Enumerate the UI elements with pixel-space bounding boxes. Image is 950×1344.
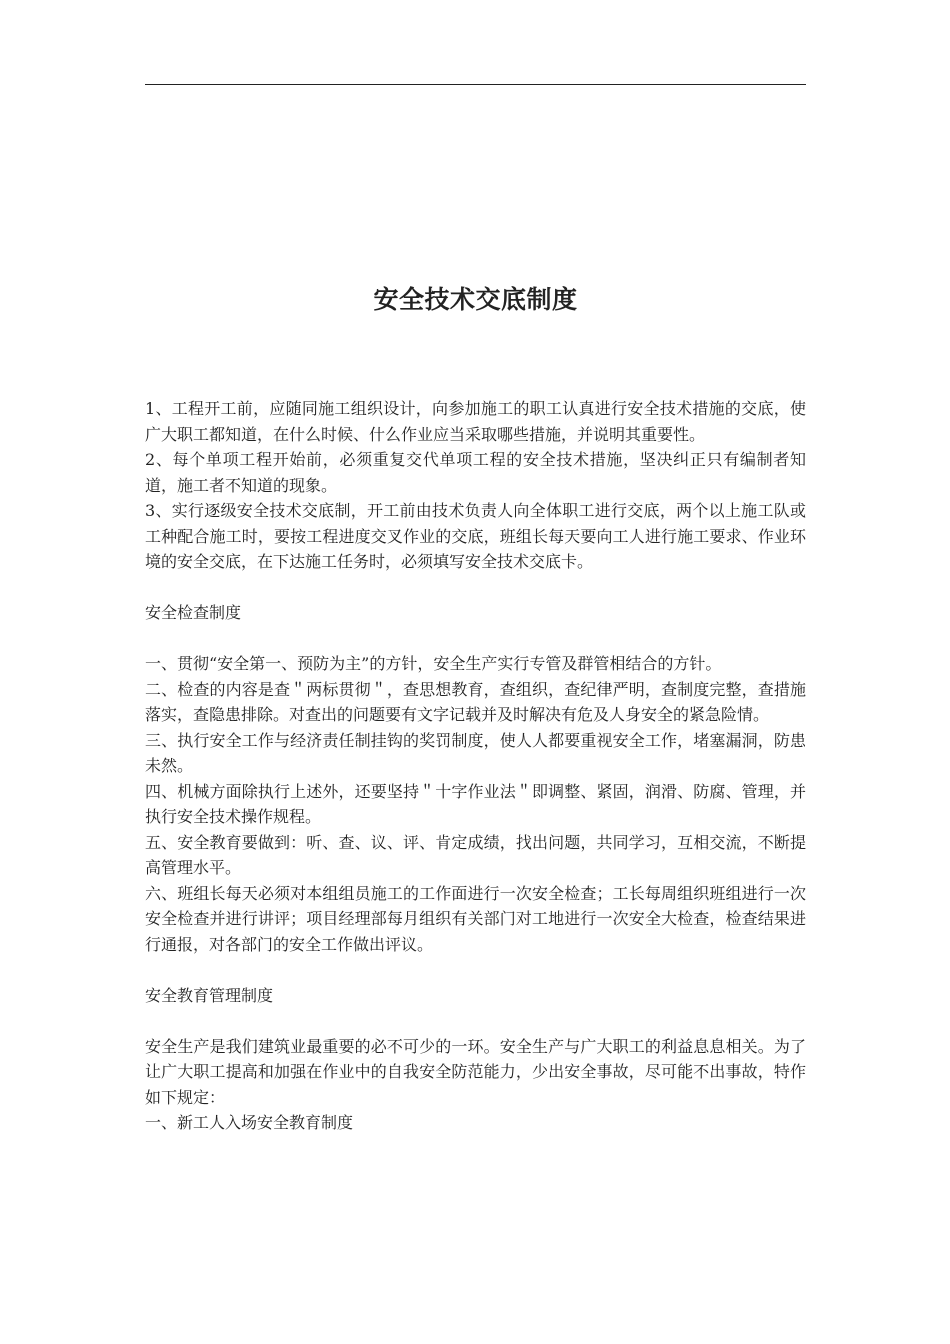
paragraph: 安全生产是我们建筑业最重要的必不可少的一环。安全生产与广大职工的利益息息相关。为了让广大职工提高和加强在作业中的自我安全防范能力，少出安全事故，尽可能不出事故，特作如下规定： [145, 1036, 806, 1107]
paragraph: 四、机械方面除执行上述外，还要坚持＂十字作业法＂即调整、紧固，润滑、防腐、管理，并执行安全技术操作规程。 [145, 781, 806, 826]
spacer [145, 575, 806, 601]
paragraph: 3、实行逐级安全技术交底制，开工前由技术负责人向全体职工进行交底，两个以上施工队或工种配合施工时，要按工程进度交叉作业的交底，班组长每天要向工人进行施工要求、作业环境的安全交底，在下达施工任务时，必须填写安全技术交底卡。 [145, 501, 806, 571]
spacer [145, 957, 806, 983]
paragraph: 三、执行安全工作与经济责任制挂钩的奖罚制度，使人人都要重视安全工作，堵塞漏洞，防患未然。 [145, 730, 806, 775]
document-body [145, 396, 806, 1136]
section-heading: 安全教育管理制度 [145, 985, 274, 1005]
paragraph: 五、安全教育要做到：听、查、议、评、肯定成绩，找出问题，共同学习，互相交流，不断提高管理水平。 [145, 832, 806, 877]
document-title: 安全技术交底制度 [373, 285, 578, 314]
paragraph: 六、班组长每天必须对本组组员施工的工作面进行一次安全检查；工长每周组织班组进行一次安全检查并进行讲评；项目经理部每月组织有关部门对工地进行一次安全大检查，检查结果进行通报，对各部门的安全工作做出评议。 [145, 883, 806, 954]
spacer [145, 1008, 806, 1034]
header-rule [145, 84, 806, 85]
paragraph: 一、新工人入场安全教育制度 [145, 1113, 354, 1132]
paragraph: 1、工程开工前，应随同施工组织设计，向参加施工的职工认真进行安全技术措施的交底，使广大职工都知道，在什么时候、什么作业应当采取哪些措施，并说明其重要性。 [145, 399, 806, 444]
paragraph: 二、检查的内容是查＂两标贯彻＂，查思想教育，查组织，查纪律严明，查制度完整，查措施落实，查隐患排除。对查出的问题要有文字记载并及时解决有危及人身安全的紧急险情。 [145, 679, 806, 724]
paragraph: 2、每个单项工程开始前，必须重复交代单项工程的安全技术措施，坚决纠正只有编制者知道，施工者不知道的现象。 [145, 450, 806, 495]
paragraph: 一、贯彻“安全第一、预防为主”的方针，安全生产实行专管及群管相结合的方针。 [145, 654, 722, 673]
section-heading: 安全检查制度 [145, 603, 242, 622]
spacer [145, 626, 806, 652]
